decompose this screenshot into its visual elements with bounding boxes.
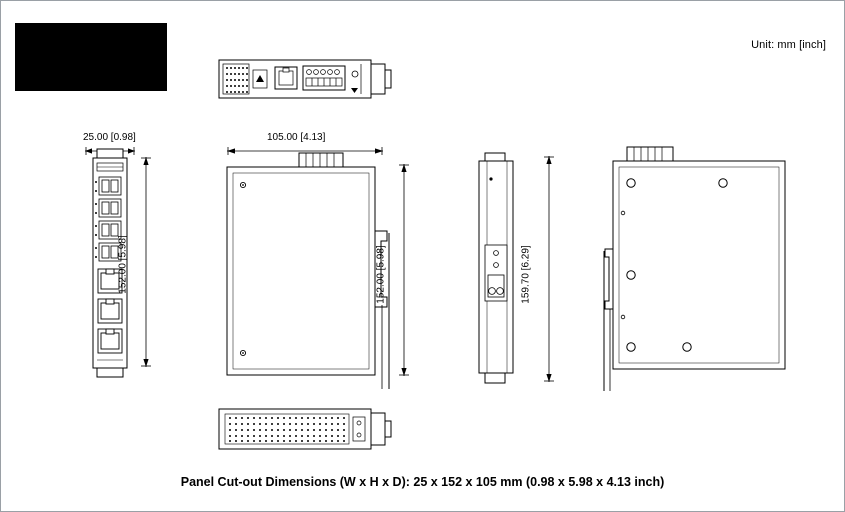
dim-side-height: 152.00 [5.98]	[375, 245, 387, 304]
top-view	[219, 56, 394, 106]
left-side-view	[227, 153, 399, 389]
rear-view	[601, 147, 801, 391]
dim-rear-height-arrow	[544, 156, 554, 382]
dim-front-width: 25.00 [0.98]	[83, 132, 136, 143]
dim-side-width: 105.00 [4.13]	[267, 132, 326, 143]
bottom-view	[219, 405, 399, 455]
panel-cutout-caption: Panel Cut-out Dimensions (W x H x D): 25 x 152 x 105 mm (0.98 x 5.98 x 4.13 inch)	[180, 475, 665, 489]
unit-label: Unit: mm [inch]	[751, 39, 826, 51]
dim-side-height-arrow	[399, 164, 409, 376]
dim-front-height-arrow	[141, 157, 151, 367]
front-view	[85, 149, 145, 381]
dim-rear-height: 159.70 [6.29]	[520, 245, 532, 304]
product-photo	[15, 23, 167, 91]
dim-front-height: 152.00 [5.98]	[117, 235, 129, 294]
